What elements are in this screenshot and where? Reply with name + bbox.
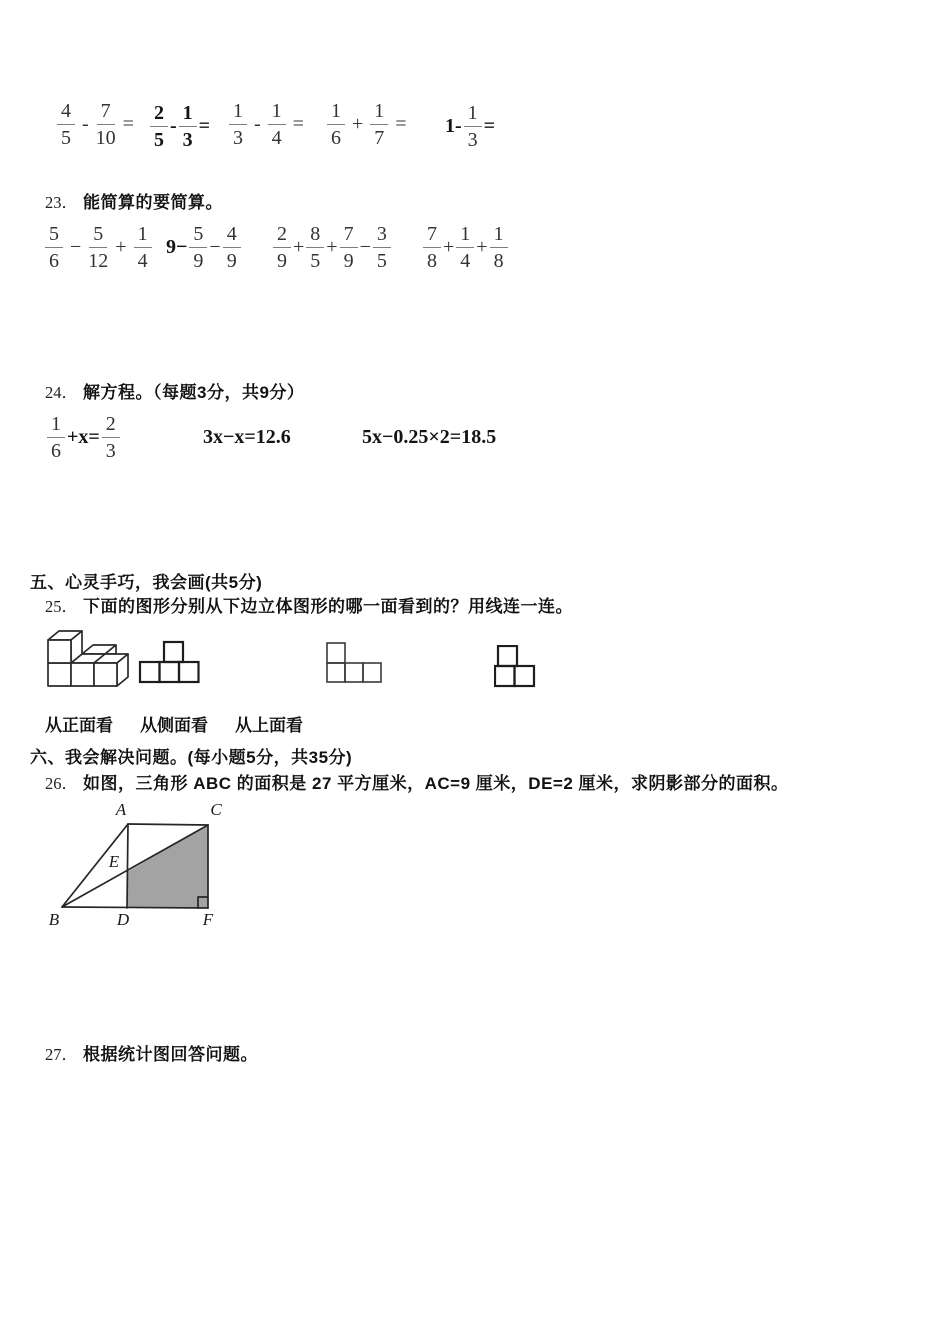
- fraction: $\frac{1}{8}$: [490, 224, 508, 271]
- q24-equation-1: [45, 410, 122, 464]
- fraction: $\frac{3}{5}$: [373, 224, 391, 271]
- operator-text: +: [110, 236, 132, 258]
- fraction: $\frac{1}{4}$: [268, 101, 286, 148]
- fraction: $\frac{1}{6}$: [327, 101, 345, 148]
- view-shape-l-small: [494, 645, 537, 688]
- fraction: $\frac{5}{12}$: [88, 222, 109, 272]
- triangle-figure: [30, 795, 250, 940]
- operator-text: 3x−x=12.6: [203, 426, 291, 448]
- fraction: $\frac{1}{3}$: [229, 101, 247, 148]
- q23-expression-1: [43, 220, 154, 274]
- view-label-top: 从上面看: [235, 716, 303, 735]
- fraction: $\frac{7}{8}$: [423, 224, 441, 271]
- operator-text: 5x−0.25×2=18.5: [362, 426, 497, 448]
- oral-expression-1: [55, 97, 134, 151]
- fraction: $\frac{1}{4}$: [134, 224, 152, 271]
- fraction: $\frac{1}{4}$: [456, 224, 474, 271]
- view-shape-l-large: [326, 642, 383, 684]
- fraction: $\frac{5}{6}$: [45, 224, 63, 271]
- oral-expression-5: [445, 99, 495, 153]
- fraction: $\frac{2}{5}$: [150, 103, 168, 150]
- fraction: $\frac{7}{10}$: [95, 99, 116, 149]
- fraction: $\frac{2}{9}$: [273, 224, 291, 271]
- operator-text: +: [476, 236, 488, 258]
- q27-heading: [45, 1040, 258, 1065]
- q26-number: 26．: [45, 774, 78, 793]
- shaded-region: [127, 825, 208, 908]
- fraction: $\frac{4}{9}$: [223, 224, 241, 271]
- operator-text: +: [293, 236, 305, 258]
- section6-title: 六、我会解决问题。(每小题5分，共35分): [30, 748, 353, 767]
- fraction: $\frac{1}{6}$: [47, 414, 65, 461]
- fraction: $\frac{1}{3}$: [464, 103, 482, 150]
- operator-text: +: [326, 236, 338, 258]
- vertex-label-d: D: [116, 910, 130, 929]
- q27-text: 根据统计图回答问题。: [83, 1045, 258, 1064]
- q24-title: 解方程。（每题3分，共9分）: [83, 383, 305, 402]
- cube-solid-figure: [42, 627, 134, 689]
- view-label-front: 从正面看: [45, 716, 113, 735]
- operator-text: −: [209, 236, 221, 258]
- q25-number: 25．: [45, 597, 78, 616]
- operator-text: +x=: [67, 426, 100, 448]
- oral-expression-3: [227, 97, 304, 151]
- operator-text: -: [77, 113, 94, 135]
- fraction: $\frac{1}{3}$: [179, 103, 197, 150]
- operator-text: -: [170, 115, 177, 137]
- fraction: $\frac{7}{9}$: [340, 224, 358, 271]
- q24-number: 24．: [45, 383, 78, 402]
- q25-heading: [45, 592, 573, 617]
- view-label-side: 从侧面看: [140, 716, 208, 735]
- fraction: $\frac{2}{3}$: [102, 414, 120, 461]
- vertex-label-b: B: [48, 910, 60, 929]
- fraction: $\frac{1}{7}$: [370, 101, 388, 148]
- operator-text: =: [483, 115, 496, 137]
- q23-title: 能简算的要简算。: [83, 193, 223, 212]
- oral-expression-4: [325, 97, 407, 151]
- operator-text: +: [443, 236, 455, 258]
- view-shape-t: [138, 640, 200, 684]
- q24-heading: [45, 378, 304, 403]
- q25-text: 下面的图形分别从下边立体图形的哪一面看到的？用线连一连。: [83, 597, 573, 616]
- operator-text: -: [249, 113, 266, 135]
- operator-text: +: [347, 113, 369, 135]
- q24-equation-3: [362, 410, 496, 464]
- q23-expression-2: [166, 220, 243, 274]
- section5-title: 五、心灵手巧，我会画(共5分): [30, 573, 263, 592]
- operator-text: =: [198, 115, 211, 137]
- q23-expression-4: [421, 220, 510, 274]
- operator-text: −: [359, 236, 371, 258]
- q23-expression-3: [271, 220, 393, 274]
- q26-heading: [45, 769, 789, 794]
- operator-text: −: [65, 236, 87, 258]
- vertex-label-a: A: [115, 800, 127, 819]
- vertex-label-c: C: [210, 800, 222, 819]
- q26-text: 如图，三角形 ABC 的面积是 27 平方厘米，AC=9 厘米，DE=2 厘米，求阴影部分的面积。: [83, 774, 789, 793]
- fraction: $\frac{4}{5}$: [57, 101, 75, 148]
- q27-number: 27．: [45, 1045, 78, 1064]
- operator-text: =: [390, 113, 407, 135]
- operator-text: =: [287, 113, 304, 135]
- vertex-label-e: E: [108, 852, 120, 871]
- operator-text: 1-: [445, 115, 462, 137]
- q24-equation-2: [203, 410, 291, 464]
- q23-number: 23．: [45, 193, 78, 212]
- operator-text: =: [117, 113, 134, 135]
- vertex-label-f: F: [202, 910, 214, 929]
- operator-text: 9−: [166, 236, 188, 258]
- oral-expression-2: [148, 99, 210, 153]
- fraction: $\frac{8}{5}$: [306, 224, 324, 271]
- q23-heading: [45, 188, 223, 213]
- fraction: $\frac{5}{9}$: [189, 224, 207, 271]
